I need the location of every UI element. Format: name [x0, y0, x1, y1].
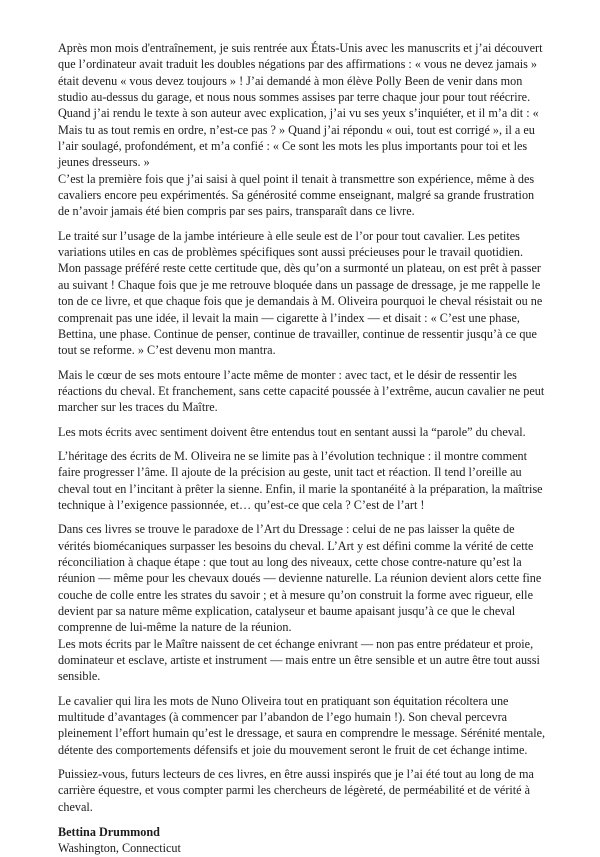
paragraph: Après mon mois d'entraînement, je suis rentrée aux États-Unis avec les manuscrits et j’ai découvert que l’ordinateur avait traduit les doubles négations par des affirmations : « vous ne devez jamais » était devenu « vous devez toujours » ! J’ai demandé à mon élève Polly Been de venir dans mon studio au-dessus du garage, et nous nous sommes assises par terre chaque jour pour tout réécrire. Quand j’ai rendu le texte à son auteur avec explication, j’ai vu ses yeux s’inquiéter, et il m’a dit : « Mais tu as tout remis en ordre, n’est-ce pas ? » Quand j’ai répondu « oui, tout est corrigé », il a eu l’air soulagé, profondément, et m’a confié : « Ce sont les mots les plus importants pour toi et les jeunes dresseurs. »	[58, 41, 543, 170]
paragraph: Le cavalier qui lira les mots de Nuno Oliveira tout en pratiquant son équitation récoltera une multitude d’avantages (à commencer par l’abandon de l’ego humain !). Son cheval percevra pleinement l’effort humain qu’est le dressage, et saura en comprendre le message. Sérénité mentale, détente des comportements défensifs et joie du mouvement seront le fruit de cet échange intime.	[58, 693, 546, 757]
paragraph: Dans ces livres se trouve le paradoxe de l’Art du Dressage : celui de ne pas laisser la quête de vérités biomécaniques surpasser les besoins du cheval. L’Art y est défini comme la vérité de cette réconciliation à chaque étape : que tout au long des niveaux, cette chose contre-nature qu’est la réunion — même pour les chevaux doués — devienne naturelle. La réunion devient alors cette fine couche de colle entre les strates du savoir ; et à mesure qu’on construit la forme avec rigueur, elle devient par sa nature même explication, catalyseur et baume apaisant jusqu’à ce que le cheval comprenne de lui-même la nature de la réunion.	[58, 522, 542, 635]
signature-place: Washington, Connecticut	[58, 841, 181, 856]
document-page	[58, 40, 548, 857]
paragraph: Les mots écrits avec sentiment doivent être entendus tout en sentant aussi la “parole” du cheval.	[58, 424, 526, 439]
paragraph: C’est la première fois que j’ai saisi à quel point il tenait à transmettre son expérience, même à des cavaliers encore peu expérimentés. Sa générosité comme enseignant, malgré sa grande frustration de n’avoir jamais été bien compris par ses pairs, transparaît dans ce livre.	[58, 171, 535, 219]
paragraph: Puissiez-vous, futurs lecteurs de ces livres, en être aussi inspirés que je l’ai été tout au long de ma carrière équestre, et vous compter parmi les chercheurs de légèreté, de perméabilité et de vérité à cheval.	[58, 767, 534, 814]
paragraph: Les mots écrits par le Maître naissent de cet échange enivrant — non pas entre prédateur et proie, dominateur et esclave, artiste et instrument — mais entre un être sensible et un autre être tout aussi sensible.	[58, 636, 540, 684]
paragraph: L’héritage des écrits de M. Oliveira ne se limite pas à l’évolution technique : il montre comment faire progresser l’âme. Il ajoute de la précision au geste, unit tact et réaction. Il tend l’oreille au cheval tout en l’incitant à prêter la sienne. Enfin, il marie la spontanéité à la préparation, la maîtrise technique à l’exigence passionnée, et… qu’est-ce que cela ? C’est de l’art !	[58, 448, 543, 512]
paragraph: Mais le cœur de ses mots entoure l’acte même de monter : avec tact, et le désir de ressentir les réactions du cheval. Et franchement, sans cette capacité poussée à l’extrême, aucun cavalier ne peut marcher sur les traces du Maître.	[58, 367, 545, 415]
signature-block	[58, 824, 548, 857]
signature-name: Bettina Drummond	[58, 825, 160, 840]
paragraph: Le traité sur l’usage de la jambe intérieure à elle seule est de l’or pour tout cavalier. Les petites variations utiles en cas de problèmes spécifiques sont aussi précieuses pour le travail quotidien. Mon passage préféré reste cette certitude que, dès qu’on a surmonté un plateau, on est prêt à passer au suivant ! Chaque fois que je me retrouve bloquée dans un passage de dressage, je me rappelle le ton de ce livre, et que chaque fois que je demandais à M. Oliveira pourquoi le cheval résistait ou ne comprenait pas une idée, il levait la main — cigarette à l’index — et disait : « C’est une phase, Bettina, une phase. Continue de penser, continue de travailler, continue de ressentir jusqu’à ce que tout se reforme. » C’est devenu mon mantra.	[58, 228, 543, 358]
